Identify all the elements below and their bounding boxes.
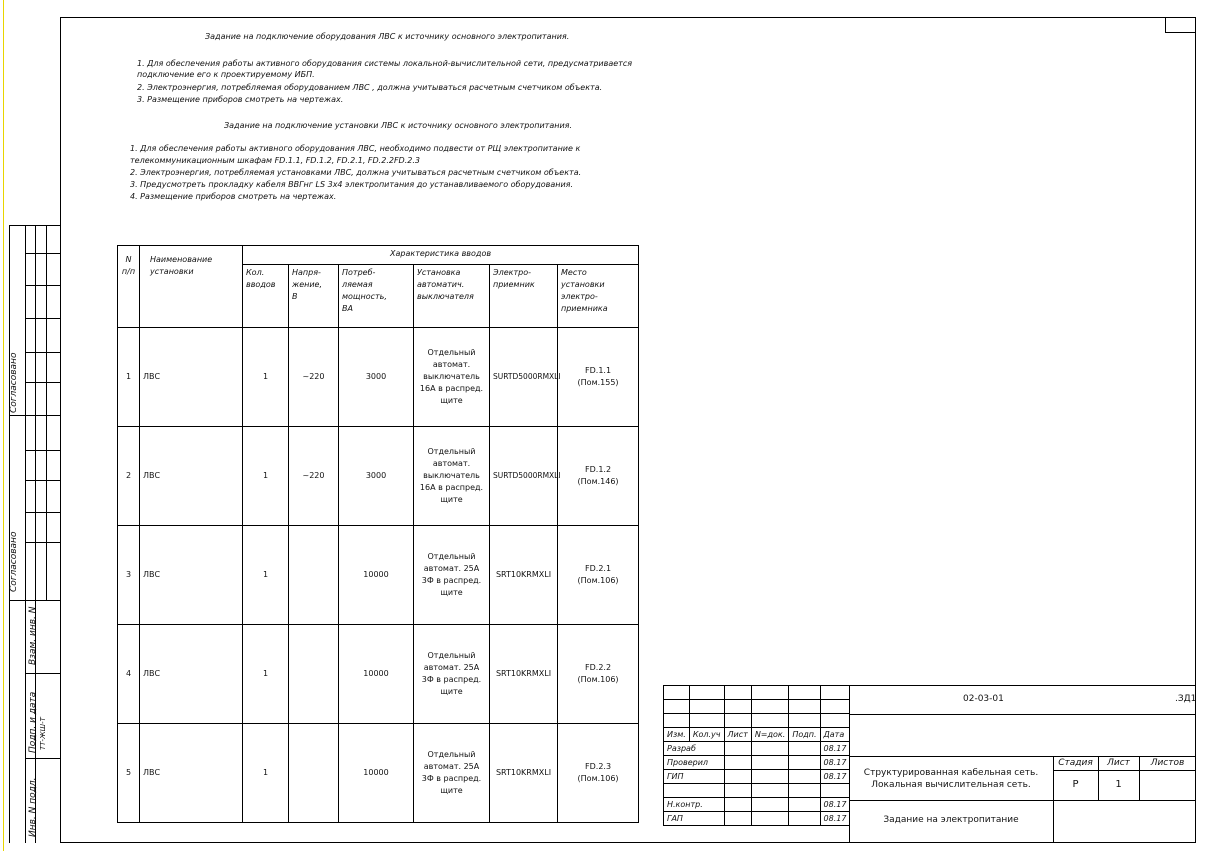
cell-power: 3000 xyxy=(339,427,414,526)
side-inv-orig-label: Инв. N подл. xyxy=(28,777,38,837)
header-num: N п/п xyxy=(118,246,140,328)
col-header-sheet: Лист xyxy=(724,728,751,742)
side-agreed-label-1: Согласовано xyxy=(9,352,19,413)
header-count: Кол. вводов xyxy=(243,265,289,328)
cell-receiver: SRT10KRMXLI xyxy=(490,526,558,625)
cell-place: FD.2.3 (Пом.106) xyxy=(558,724,639,823)
table-row xyxy=(118,526,639,625)
cell-voltage: ~220 xyxy=(289,328,339,427)
role-empty xyxy=(664,784,725,798)
top-right-stamp-box xyxy=(1165,17,1196,33)
sheet-label: Лист xyxy=(1107,758,1130,768)
side-approval-strip xyxy=(9,225,61,843)
cell-place: FD.1.1 (Пом.155) xyxy=(558,328,639,427)
table-row xyxy=(118,427,639,526)
cell-count: 1 xyxy=(243,328,289,427)
section1-line-4: 3. Размещение приборов смотреть на чертежах. xyxy=(137,95,344,104)
revision-grid xyxy=(663,685,850,826)
role-gap: ГАП xyxy=(664,812,725,826)
col-header-change: Изм. xyxy=(664,728,690,742)
cell-name: ЛВС xyxy=(140,724,243,823)
role-norm-control: Н.контр. xyxy=(664,798,725,812)
cell-place: FD.1.2 (Пом.146) xyxy=(558,427,639,526)
col-header-docnum: N=док. xyxy=(751,728,789,742)
header-receiver: Электро- приемник xyxy=(490,265,558,328)
col-header-count: Кол.уч xyxy=(689,728,724,742)
cell-breaker: Отдельный автомат. 25А 3Ф в распред. щите xyxy=(414,625,490,724)
document-code: 02-03-01 xyxy=(963,694,1004,704)
sheet-value: 1 xyxy=(1115,779,1122,790)
cell-voltage xyxy=(289,625,339,724)
cell-name: ЛВС xyxy=(140,328,243,427)
role-date: 08.17 xyxy=(820,742,850,756)
role-date: 08.17 xyxy=(820,770,850,784)
cell-num: 4 xyxy=(118,625,140,724)
col-header-sign: Подп. xyxy=(789,728,820,742)
section2-line-1: 1. Для обеспечения работы активного оборудования ЛВС, необходимо подвести от РЩ электропитание к xyxy=(130,144,581,153)
stage-value: Р xyxy=(1072,779,1079,790)
cell-count: 1 xyxy=(243,526,289,625)
cell-breaker: Отдельный автомат. выключатель 16А в распред. щите xyxy=(414,427,490,526)
section1-line-1: 1. Для обеспечения работы активного оборудования системы локальной-вычислительной сети, предусматривается xyxy=(137,59,633,68)
cell-count: 1 xyxy=(243,427,289,526)
col-header-date: Дата xyxy=(820,728,850,742)
side-sign-code: ТТ-ЖШ-Т xyxy=(39,717,47,750)
sheets-label: Листов xyxy=(1150,758,1185,768)
cell-receiver: SRT10KRMXLI xyxy=(490,625,558,724)
table-row xyxy=(118,328,639,427)
cell-power: 10000 xyxy=(339,625,414,724)
cell-place: FD.2.2 (Пом.106) xyxy=(558,625,639,724)
section1-line-2: подключение его к проектируемому ИБП. xyxy=(137,70,315,79)
side-inv-replace-label: Взам. инв. N xyxy=(28,606,38,665)
cell-num: 1 xyxy=(118,328,140,427)
role-date: 08.17 xyxy=(820,812,850,826)
section2-title: Задание на подключение установки ЛВС к источнику основного электропитания. xyxy=(224,121,573,130)
section1-line-3: 2. Электроэнергия, потребляемая оборудованием ЛВС , должна учитываться расчетным счетчиком объекта. xyxy=(137,83,603,92)
header-power: Потреб- ляемая мощность, ВА xyxy=(339,265,414,328)
cell-count: 1 xyxy=(243,724,289,823)
cell-place: FD.2.1 (Пом.106) xyxy=(558,526,639,625)
cell-name: ЛВС xyxy=(140,625,243,724)
cell-num: 3 xyxy=(118,526,140,625)
section2-line-3: 2. Электроэнергия, потребляемая установками ЛВС, должна учитываться расчетным счетчиком объекта. xyxy=(130,168,582,177)
project-name: Структурированная кабельная сеть. Локальная вычислительная сеть. xyxy=(863,768,1039,790)
cell-num: 2 xyxy=(118,427,140,526)
cell-receiver: SURTD5000RMXLI xyxy=(490,427,558,526)
cell-voltage: ~220 xyxy=(289,427,339,526)
cell-breaker: Отдельный автомат. выключатель 16А в распред. щите xyxy=(414,328,490,427)
section2-line-4: 3. Предусмотреть прокладку кабеля ВВГнг LS 3х4 электропитания до устанавливаемого оборудования. xyxy=(130,180,574,189)
side-agreed-label-2: Согласовано xyxy=(9,531,19,592)
cell-receiver: SRT10KRMXLI xyxy=(490,724,558,823)
section2-line-5: 4. Размещение приборов смотреть на чертежах. xyxy=(130,192,337,201)
header-name: Наименование установки xyxy=(140,246,243,328)
document-code-suffix: .ЗД1 xyxy=(1175,694,1197,704)
cell-name: ЛВС xyxy=(140,427,243,526)
section2-line-2: телекоммуникационным шкафам FD.1.1, FD.1.2, FD.2.1, FD.2.2FD.2.3 xyxy=(130,156,420,165)
header-voltage: Напря- жение, В xyxy=(289,265,339,328)
title-block xyxy=(663,685,1196,843)
role-date: 08.17 xyxy=(820,756,850,770)
table-row xyxy=(118,724,639,823)
stage-label: Стадия xyxy=(1058,758,1093,768)
cell-power: 3000 xyxy=(339,328,414,427)
role-gip: ГИП xyxy=(664,770,725,784)
table-row xyxy=(118,625,639,724)
cell-power: 10000 xyxy=(339,724,414,823)
frame-edge-line xyxy=(3,0,4,851)
power-input-table xyxy=(117,245,639,823)
cell-power: 10000 xyxy=(339,526,414,625)
role-checker: Проверил xyxy=(664,756,725,770)
cell-count: 1 xyxy=(243,625,289,724)
header-place: Место установки электро- приемника xyxy=(558,265,639,328)
cell-name: ЛВС xyxy=(140,526,243,625)
side-sign-date-label: Подп. и дата xyxy=(28,691,38,753)
cell-breaker: Отдельный автомат. 25А 3Ф в распред. щите xyxy=(414,526,490,625)
cell-num: 5 xyxy=(118,724,140,823)
role-date xyxy=(820,784,850,798)
cell-voltage xyxy=(289,724,339,823)
role-date: 08.17 xyxy=(820,798,850,812)
cell-voltage xyxy=(289,526,339,625)
section1-title: Задание на подключение оборудования ЛВС к источнику основного электропитания. xyxy=(205,32,570,41)
document-title: Задание на электропитание xyxy=(883,815,1019,825)
header-breaker: Установка автоматич. выключателя xyxy=(414,265,490,328)
cell-breaker: Отдельный автомат. 25А 3Ф в распред. щите xyxy=(414,724,490,823)
role-developer: Разраб xyxy=(664,742,725,756)
header-group: Характеристика вводов xyxy=(243,246,639,265)
cell-receiver: SURTD5000RMXLI xyxy=(490,328,558,427)
